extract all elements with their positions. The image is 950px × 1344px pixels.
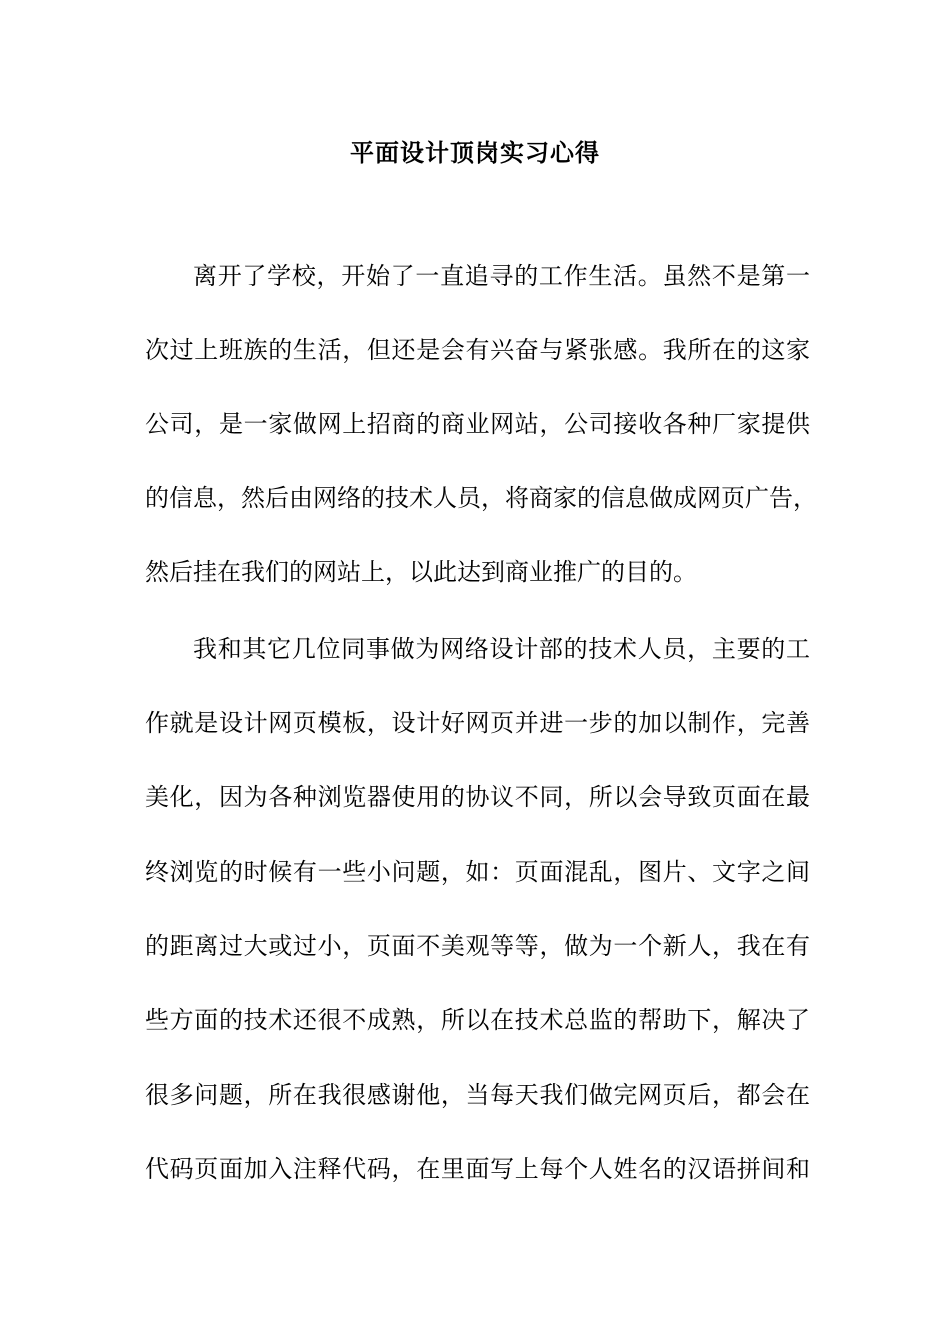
- paragraph-2-line-7: 很多问题，所在我很感谢他，当每天我们做完网页后，都会在: [145, 1081, 810, 1109]
- paragraph-1-line-1: 离开了学校，开始了一直追寻的工作生活。虽然不是第一: [193, 262, 810, 290]
- paragraph-1-line-4: 的信息，然后由网络的技术人员，将商家的信息做成网页广告，: [145, 484, 817, 512]
- paragraph-1-line-3: 公司，是一家做网上招商的商业网站，公司接收各种厂家提供: [145, 410, 810, 438]
- paragraph-1-line-5: 然后挂在我们的网站上，以此达到商业推广的目的。: [145, 558, 697, 586]
- paragraph-2-line-6: 些方面的技术还很不成熟，所以在技术总监的帮助下，解决了: [145, 1006, 810, 1034]
- paragraph-2-line-5: 的距离过大或过小，页面不美观等等，做为一个新人，我在有: [145, 932, 810, 960]
- paragraph-1-line-2: 次过上班族的生活，但还是会有兴奋与紧张感。我所在的这家: [145, 336, 810, 364]
- paragraph-2-line-1: 我和其它几位同事做为网络设计部的技术人员，主要的工: [193, 635, 810, 663]
- paragraph-2-line-2: 作就是设计网页模板，设计好网页并进一步的加以制作，完善: [145, 709, 810, 737]
- paragraph-2-line-3: 美化，因为各种浏览器使用的协议不同，所以会导致页面在最: [145, 783, 810, 811]
- document-title: 平面设计顶岗实习心得: [350, 138, 600, 167]
- paragraph-2-line-4: 终浏览的时候有一些小问题，如：页面混乱，图片、文字之间: [145, 858, 810, 886]
- paragraph-2-line-8: 代码页面加入注释代码，在里面写上每个人姓名的汉语拼间和: [145, 1155, 810, 1183]
